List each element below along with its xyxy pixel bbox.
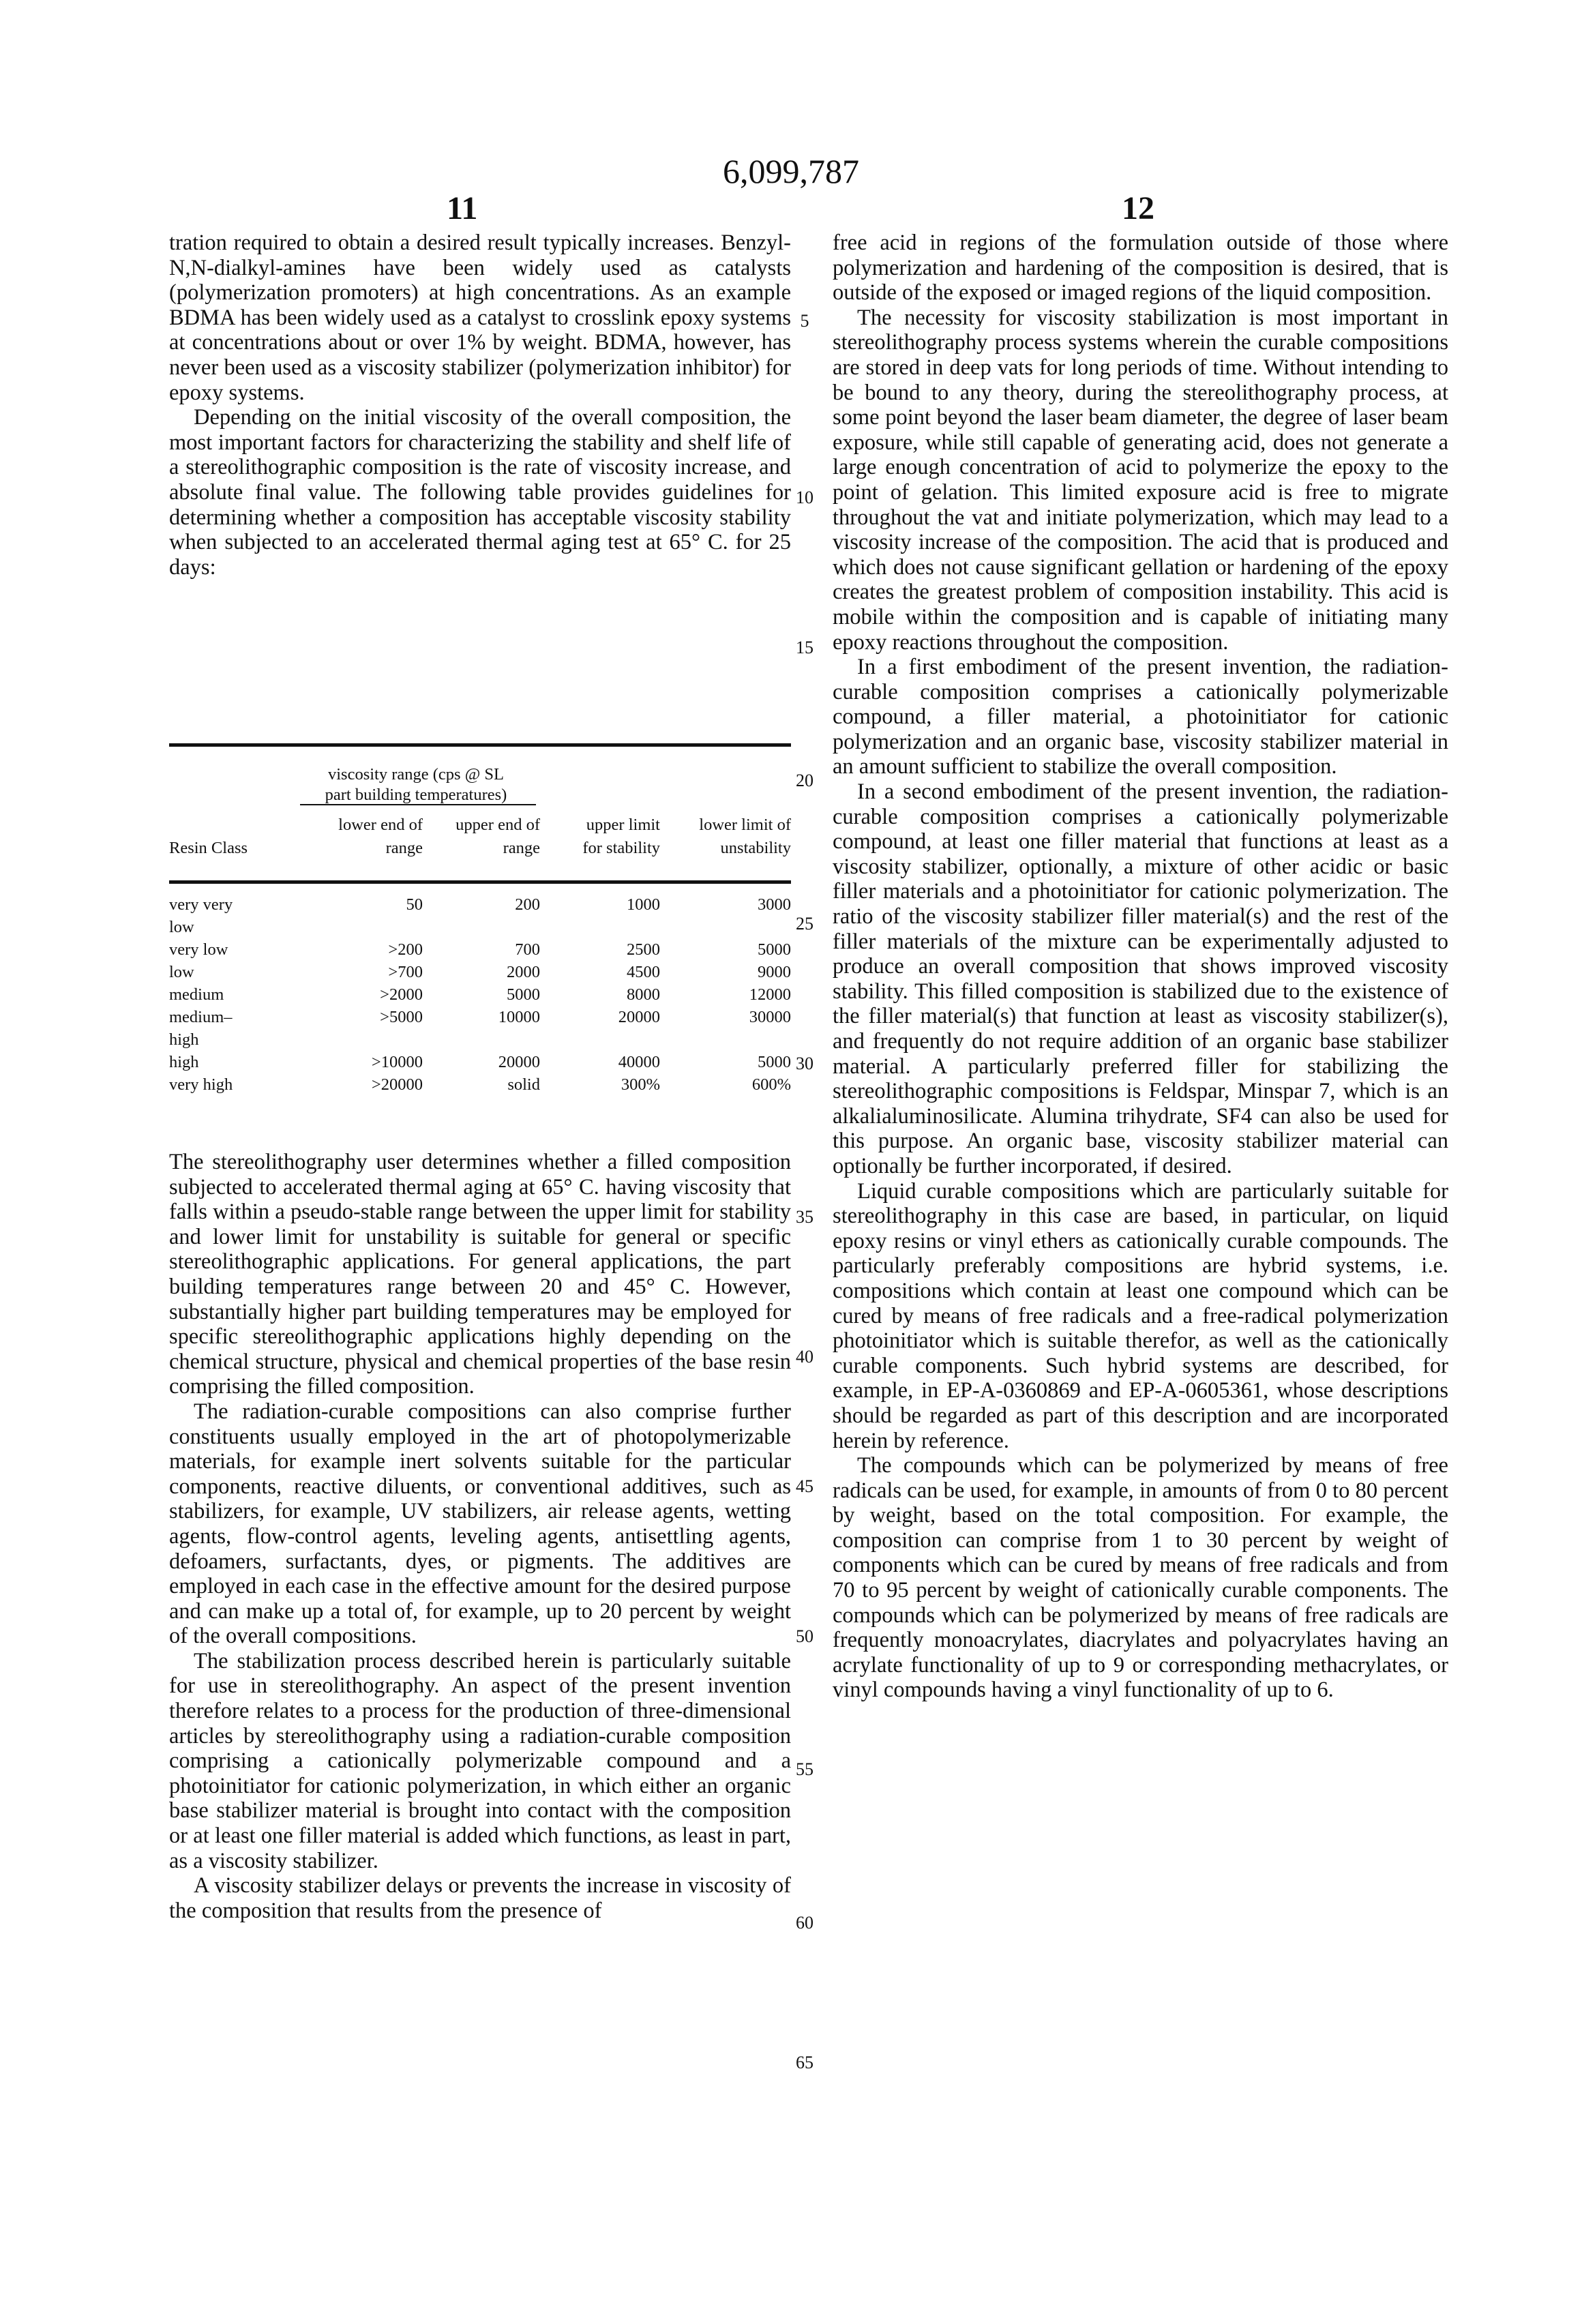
line-number: 55 bbox=[796, 1759, 814, 1779]
paragraph: A viscosity stabilizer delays or prevents the increase in viscosity of the composition that results from the presence of bbox=[169, 1873, 791, 1923]
cell-upper-limit-stability: 4500 bbox=[627, 963, 660, 981]
cell-lower-end: >5000 bbox=[380, 1008, 423, 1026]
cell-text-line: low bbox=[169, 918, 194, 936]
left-column-bottom bbox=[169, 1150, 791, 1923]
col-header-lower-limit bbox=[667, 814, 791, 860]
cell-lower-end: >2000 bbox=[380, 985, 423, 1004]
paragraph: The compounds which can be polymerized by means of free radicals can be used, for example, in amounts of from 0 to 80 percent by weight, based on the total composition. For example, the composition can comprise from 1 to 30 percent by weight of components which can be cured by means of free radicals and from 70 to 95 percent by weight of cationically curable components. The compounds which can be polymerized by means of free radicals are frequently monoacrylates, diacrylates and polyacrylates having an acrylate functionality of up to 9 or corresponding methacrylates, or vinyl compounds having a vinyl functionality of up to 6. bbox=[833, 1453, 1448, 1703]
column-number-right: 12 bbox=[1122, 190, 1154, 226]
line-number: 65 bbox=[796, 2053, 814, 2072]
cell-lower-end: >200 bbox=[388, 940, 423, 959]
header-text: upper end of bbox=[456, 816, 540, 834]
line-number-gutter bbox=[784, 0, 825, 2324]
right-column bbox=[833, 230, 1448, 1703]
cell-upper-end: 20000 bbox=[498, 1053, 540, 1071]
paragraph: tration required to obtain a desired result typically increases. Benzyl-N,N-dialkyl-amines have been widely used as catalysts (polymerization promoters) at high concentrations. As an example BDMA has been widely used as a catalyst to crosslink epoxy systems at concentrations about or over 1% by weight. BDMA, however, has never been used as a viscosity stabilizer (polymerization inhibitor) for epoxy systems. bbox=[169, 230, 791, 405]
cell-lower-end: >700 bbox=[388, 963, 423, 981]
paragraph: In a second embodiment of the present invention, the radiation-curable composition comprises a cationically polymerizable compound, at least one filler material that functions at least as a viscosity stabilizer, optionally, a mixture of other acidic or basic filler materials and a photoinitiator for cationic polymerization. The ratio of the viscosity stabilizer filler material(s) and the rest of the filler materials of the mixture can be experimentally adjusted to produce an overall composition that shows improved viscosity stability. This filled composition is stabilized due to the existence of the filler material(s) that function at least as viscosity stabilizer(s), and frequently do not require addition of an organic base stabilizer material. A particularly preferred filler for stabilizing the stereolithographic compositions is Feldspar, Minspar 7, which is an alkalialuminosilicate. Alumina trihydrate, SF4 can also be used for this purpose. An organic base, viscosity stabilizer material can optionally be further incorporated, if desired. bbox=[833, 779, 1448, 1178]
cell-text-line: medium– bbox=[169, 1008, 233, 1026]
paragraph: Liquid curable compositions which are particularly suitable for stereolithography in this case are based, in particular, on liquid epoxy resins or vinyl ethers as cationically curable compounds. The particularly preferably compositions are hybrid systems, i.e. compositions which contain at least one compound which can be cured by means of free radicals and a free-radical polymerization photoinitiator which is suitable therefor, as well as the cationically curable components. Such hybrid systems are described, for example, in EP-A-0360869 and EP-A-0605361, whose descriptions should be regarded as part of this description and are incorporated herein by reference. bbox=[833, 1178, 1448, 1453]
col-header-resin-class bbox=[169, 837, 271, 860]
cell-resin-class: very high bbox=[169, 1075, 233, 1094]
paragraph: free acid in regions of the formulation outside of those where polymerization and hardening of the composition is desired, that is outside of the exposed or imaged regions of the liquid composition. bbox=[833, 230, 1448, 306]
cell-upper-limit-stability: 8000 bbox=[627, 985, 660, 1004]
header-text: Resin Class bbox=[169, 839, 248, 857]
group-header-line: viscosity range (cps @ SL bbox=[328, 765, 504, 784]
cell-text-line: high bbox=[169, 1030, 199, 1049]
cell-lower-limit-unstability: 600% bbox=[751, 1075, 791, 1094]
cell-lower-end: 50 bbox=[406, 895, 423, 914]
header-text: range bbox=[385, 839, 423, 857]
cell-upper-end: solid bbox=[507, 1075, 540, 1094]
cell-upper-limit-stability: 300% bbox=[621, 1075, 660, 1094]
cell-upper-end: 10000 bbox=[498, 1008, 540, 1026]
cell-upper-end: 2000 bbox=[507, 963, 540, 981]
cell-lower-limit-unstability: 12000 bbox=[749, 985, 791, 1004]
cell-lower-end: >10000 bbox=[371, 1053, 423, 1071]
paragraph: Depending on the initial viscosity of the overall composition, the most important factors for characterizing the stability and shelf life of a stereolithographic composition is the rate of viscosity increase, and absolute final value. The following table provides guidelines for determining whether a composition has acceptable viscosity stability when subjected to an accelerated thermal aging test at 65° C. for 25 days: bbox=[169, 405, 791, 580]
cell-resin-class bbox=[169, 893, 265, 938]
col-header-lower-end bbox=[303, 814, 423, 860]
cell-upper-limit-stability: 1000 bbox=[627, 895, 660, 914]
group-header-line: part building temperatures) bbox=[325, 786, 507, 804]
left-column-top bbox=[169, 230, 791, 580]
paragraph: The radiation-curable compositions can also comprise further constituents usually employed in the art of photopolymerizable materials, for example inert solvents suitable for the particular components, reactive diluents, or conventional additives, such as stabilizers, for example, UV stabilizers, air release agents, wetting agents, flow-control agents, leveling agents, antisettling agents, defoamers, surfactants, dyes, or pigments. The additives are employed in each case in the effective amount for the desired purpose and can make up a total of, for example, up to 20 percent by weight of the overall compositions. bbox=[169, 1399, 791, 1649]
col-header-upper-limit bbox=[551, 814, 660, 860]
cell-upper-end: 700 bbox=[515, 940, 540, 959]
cell-lower-limit-unstability: 5000 bbox=[758, 1053, 791, 1071]
cell-resin-class: medium bbox=[169, 985, 224, 1004]
group-header-underline bbox=[300, 804, 536, 805]
cell-lower-limit-unstability: 3000 bbox=[758, 895, 791, 914]
cell-upper-end: 200 bbox=[515, 895, 540, 914]
table-header bbox=[169, 747, 791, 880]
cell-resin-class bbox=[169, 1006, 265, 1051]
patent-number: 6,099,787 bbox=[723, 152, 859, 190]
paragraph: The necessity for viscosity stabilization is most important in stereolithography process systems wherein the curable compositions are stored in deep vats for long periods of time. Without intending to be bound to any theory, during the stereolithography process, at some point beyond the laser beam diameter, the degree of laser beam exposure, while still capable of generating acid, does not generate a large enough concentration of acid to polymerize the epoxy to the point of gelation. This limited exposure acid is free to migrate throughout the vat and initiate polymerization, which may lead to a viscosity increase of the composition. The acid that is produced and which does not cause significant gellation or hardening of the epoxy creates the greatest problem of composition instability. This acid is mobile within the composition and is capable of initiating many epoxy reactions throughout the composition. bbox=[833, 305, 1448, 655]
header-text: upper limit bbox=[586, 816, 660, 834]
paragraph: In a first embodiment of the present invention, the radiation-curable composition comprises a cationically polymerizable compound, a filler material, a photoinitiator for cationic polymerization and an organic base, viscosity stabilizer material in an amount sufficient to stabilize the overall composition. bbox=[833, 655, 1448, 779]
line-number: 40 bbox=[796, 1347, 814, 1367]
cell-resin-class: low bbox=[169, 963, 194, 981]
col-header-upper-end bbox=[428, 814, 540, 860]
line-number: 5 bbox=[800, 311, 809, 331]
line-number: 10 bbox=[796, 488, 814, 507]
line-number: 25 bbox=[796, 914, 814, 934]
line-number: 60 bbox=[796, 1913, 814, 1933]
line-number: 30 bbox=[796, 1054, 814, 1073]
paragraph: The stabilization process described herein is particularly suitable for use in stereolithography. An aspect of the present invention therefore relates to a process for the production of three-dimensional articles by stereolithography using a radiation-curable composition comprising a cationically polymerizable compound and a photoinitiator for cationic polymerization, in which either an organic base stabilizer material is brought into contact with the composition or at least one filler material is added which functions, as least in part, as a viscosity stabilizer. bbox=[169, 1648, 791, 1873]
cell-lower-limit-unstability: 5000 bbox=[758, 940, 791, 959]
line-number: 20 bbox=[796, 771, 814, 790]
column-number-left: 11 bbox=[447, 190, 478, 226]
cell-lower-limit-unstability: 9000 bbox=[758, 963, 791, 981]
paragraph: The stereolithography user determines whether a filled composition subjected to accelerated thermal aging at 65° C. having viscosity that falls within a pseudo-stable range between the upper limit for stability and lower limit for unstability is suitable for general or specific stereolithographic applications. For general applications, the part building temperatures range between 20 and 45° C. However, substantially higher part building temperatures may be employed for specific stereolithographic applications highly depending on the chemical structure, physical and chemical properties of the base resin comprising the filled composition. bbox=[169, 1150, 791, 1399]
table-body bbox=[169, 893, 791, 1096]
header-text: lower end of bbox=[338, 816, 423, 834]
cell-upper-limit-stability: 2500 bbox=[627, 940, 660, 959]
cell-text-line: very very bbox=[169, 895, 233, 914]
header-text: range bbox=[503, 839, 540, 857]
cell-lower-limit-unstability: 30000 bbox=[749, 1008, 791, 1026]
table-header-rule bbox=[169, 880, 791, 884]
header-text: lower limit of bbox=[699, 816, 791, 834]
cell-resin-class: very low bbox=[169, 940, 228, 959]
line-number: 15 bbox=[796, 638, 814, 657]
viscosity-table bbox=[169, 743, 791, 1096]
group-header bbox=[296, 764, 536, 805]
cell-resin-class: high bbox=[169, 1053, 199, 1071]
line-number: 35 bbox=[796, 1207, 814, 1227]
cell-upper-limit-stability: 40000 bbox=[618, 1053, 660, 1071]
line-number: 45 bbox=[796, 1476, 814, 1496]
cell-upper-limit-stability: 20000 bbox=[618, 1008, 660, 1026]
header-text: for stability bbox=[582, 839, 660, 857]
cell-lower-end: >20000 bbox=[371, 1075, 423, 1094]
line-number: 50 bbox=[796, 1626, 814, 1646]
header-text: unstability bbox=[720, 839, 791, 857]
cell-upper-end: 5000 bbox=[507, 985, 540, 1004]
